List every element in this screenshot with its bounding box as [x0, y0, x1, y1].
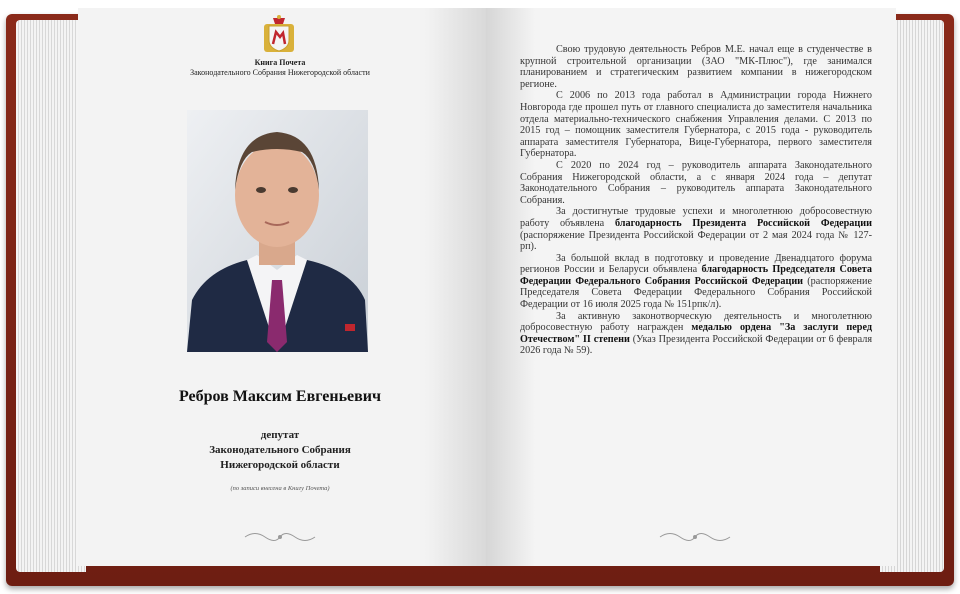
bio-paragraph [520, 206, 872, 252]
book-title-line1: Книга Почета [254, 58, 306, 67]
bio-paragraph [520, 311, 872, 357]
page-edges-left [16, 20, 86, 572]
person-position [140, 428, 420, 473]
bio-paragraph [520, 90, 872, 160]
position-line1: депутат [260, 429, 300, 441]
person-name: Ребров Максим Евгеньевич [178, 388, 382, 405]
bio-text: (распоряжение Председателя Совета Федерации Федерального Собрания Российской Федерации от 16 июля 2025 года № 151рпк/л). [520, 275, 872, 311]
book-title [150, 58, 410, 78]
bio-paragraph [520, 253, 872, 311]
bio-text: (Указ Президента Российской Федерации от 6 февраля 2026 года № 59). [520, 333, 872, 357]
ornament-left-icon [240, 530, 320, 544]
award-text: благодарность Председателя Совета Федерации Федерального Собрания Российской Федерации [520, 264, 872, 287]
coat-of-arms-icon [262, 14, 296, 54]
record-note: (по записи внесена в Книгу Почета) [230, 485, 330, 492]
bio-paragraph [520, 44, 872, 90]
bio-text: За активную законотворческую деятельность и многолетнюю добросовестную работу награжден [520, 310, 872, 334]
bio-text: За достигнутые трудовые успехи и многолетнюю добросовестную работу объявлена [520, 206, 872, 229]
position-line2: Законодательного Собрания [209, 444, 351, 456]
bio-paragraph [520, 160, 872, 206]
book-title-line2: Законодательного Собрания Нижегородской области [190, 68, 370, 77]
award-text: медалью ордена "За заслуги перед Отечеством" II степени [520, 322, 873, 345]
ornament-right-icon [655, 530, 735, 544]
bio-text: С 2006 по 2013 года работал в Администрации города Нижнего Новгорода где прошел путь от главного специалиста до заместителя начальника отдела материально-технического снабжения Управления делами. С 2013 по 2015 год – помощник заместителя Губернатора, с 2015 года - руководитель аппарата заместителя Губернатора, Вице-Губернатора, первого заместителя Губернатора. [520, 90, 872, 160]
bio-text: С 2020 по 2024 год – руководитель аппарата Законодательного Собрания Нижегородской области, а с января 2024 года – депутат Законодательного Собрания – руководитель аппарата Законодательного Собрания. [520, 159, 872, 206]
bio-text: (распоряжение Президента Российской Федерации от 2 мая 2024 года № 127-рп). [520, 229, 872, 253]
portrait-photo [187, 110, 368, 352]
award-text: благодарность Президента Российской Федерации [614, 217, 873, 229]
bio-text: Свою трудовую деятельность Ребров М.Е. начал еще в студенчестве в крупной строительной организации (ЗАО "МК-Плюс"), где занимался планированием и стратегическим развитием компании в нижегородском регионе. [520, 44, 872, 90]
biography-text [520, 44, 872, 357]
position-line3: Нижегородской области [220, 459, 340, 471]
bio-text: За большой вклад в подготовку и проведение Двенадцатого форума регионов России и Беларуси объявлена [520, 252, 872, 276]
